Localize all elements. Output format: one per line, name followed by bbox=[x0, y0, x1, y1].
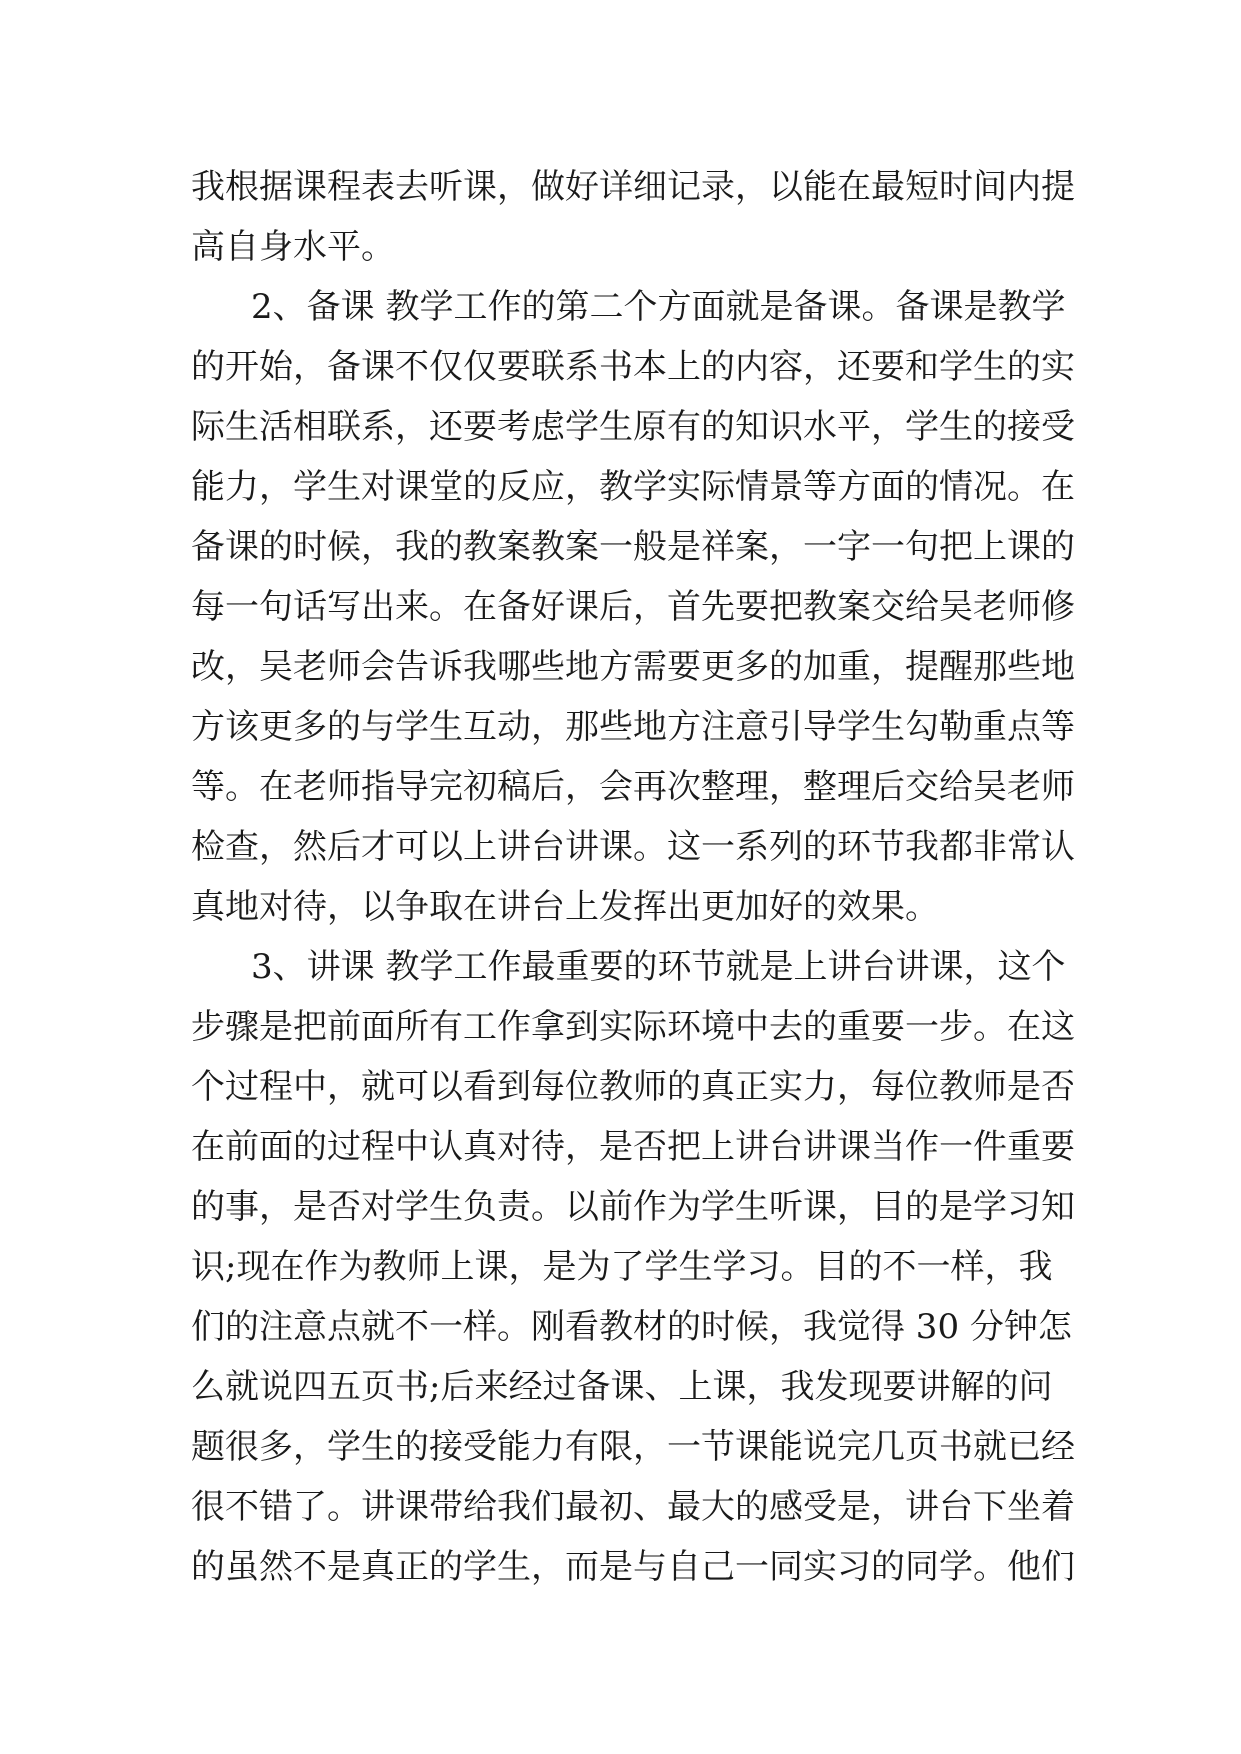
text-line: 识;现在作为教师上课，是为了学生学习。目的不一样，我 bbox=[191, 1247, 1053, 1287]
text-line: 的事，是否对学生负责。以前作为学生听课，目的是学习知 bbox=[191, 1187, 1075, 1227]
text-line: 在前面的过程中认真对待，是否把上讲台讲课当作一件重要 bbox=[191, 1127, 1075, 1167]
text-line: 很不错了。讲课带给我们最初、最大的感受是，讲台下坐着 bbox=[191, 1487, 1075, 1527]
text-line: 等。在老师指导完初稿后，会再次整理，整理后交给吴老师 bbox=[191, 767, 1075, 807]
text-line: 们的注意点就不一样。刚看教材的时候，我觉得 30 分钟怎 bbox=[191, 1307, 1072, 1347]
text-line: 改，吴老师会告诉我哪些地方需要更多的加重，提醒那些地 bbox=[191, 647, 1075, 687]
text-line: 高自身水平。 bbox=[191, 227, 395, 267]
text-line: 么就说四五页书;后来经过备课、上课，我发现要讲解的问 bbox=[191, 1367, 1053, 1407]
text-line: 每一句话写出来。在备好课后，首先要把教案交给吴老师修 bbox=[191, 587, 1075, 627]
text-line: 题很多，学生的接受能力有限，一节课能说完几页书就已经 bbox=[191, 1427, 1075, 1467]
paragraph-heading-line: 3、讲课 教学工作最重要的环节就是上讲台讲课，这个 bbox=[251, 947, 1066, 987]
paragraph-heading-line: 2、备课 教学工作的第二个方面就是备课。备课是教学 bbox=[251, 287, 1066, 327]
text-line: 的虽然不是真正的学生，而是与自己一同实习的同学。他们 bbox=[191, 1547, 1075, 1587]
text-line: 个过程中，就可以看到每位教师的真正实力，每位教师是否 bbox=[191, 1067, 1075, 1107]
text-line: 真地对待，以争取在讲台上发挥出更加好的效果。 bbox=[191, 887, 939, 927]
text-line: 际生活相联系，还要考虑学生原有的知识水平，学生的接受 bbox=[191, 407, 1075, 447]
text-line: 方该更多的与学生互动，那些地方注意引导学生勾勒重点等 bbox=[191, 707, 1075, 747]
text-line: 我根据课程表去听课，做好详细记录，以能在最短时间内提 bbox=[191, 167, 1075, 207]
text-line: 能力，学生对课堂的反应，教学实际情景等方面的情况。在 bbox=[191, 467, 1075, 507]
document-body bbox=[191, 157, 1075, 1597]
text-line: 步骤是把前面所有工作拿到实际环境中去的重要一步。在这 bbox=[191, 1007, 1075, 1047]
text-line: 的开始，备课不仅仅要联系书本上的内容，还要和学生的实 bbox=[191, 347, 1075, 387]
text-line: 检查，然后才可以上讲台讲课。这一系列的环节我都非常认 bbox=[191, 827, 1075, 867]
text-line: 备课的时候，我的教案教案一般是祥案，一字一句把上课的 bbox=[191, 527, 1075, 567]
